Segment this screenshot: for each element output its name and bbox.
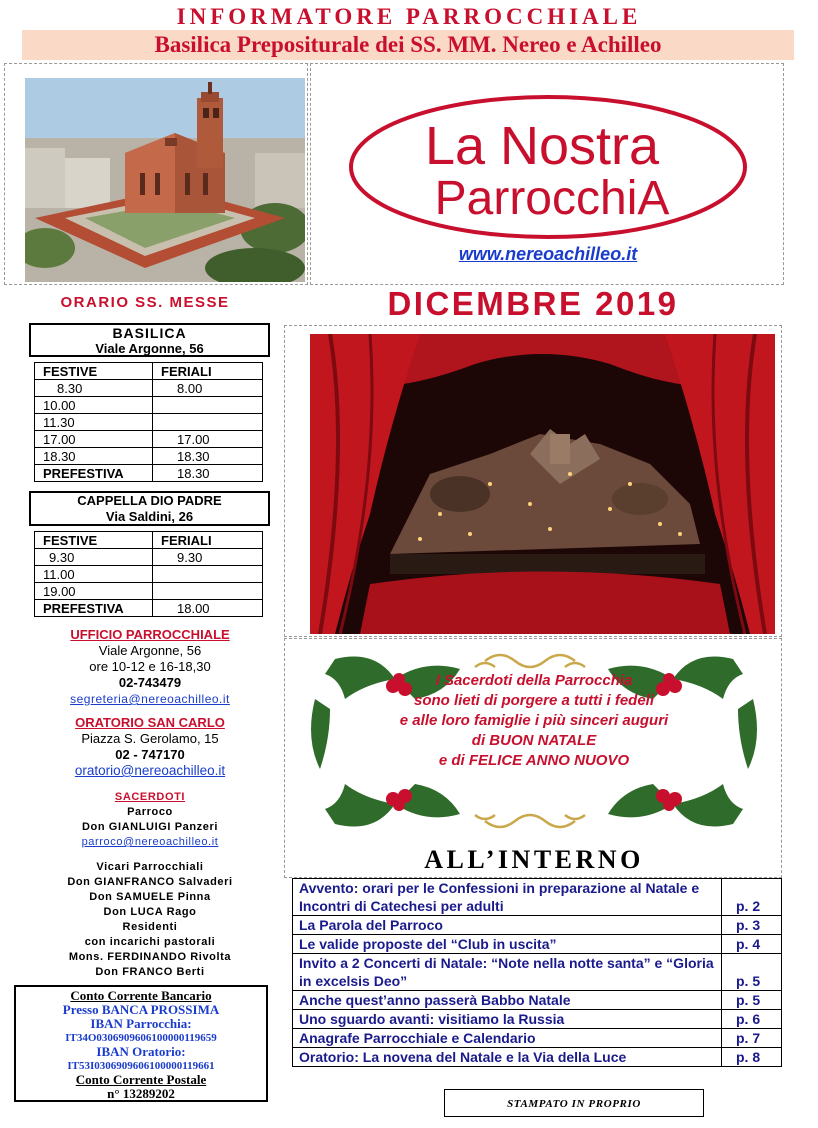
greeting-line: sono lieti di porgere a tutti i fedeli — [413, 692, 655, 709]
bank-name: Presso BANCA PROSSIMA — [62, 1002, 220, 1017]
priests-title: SACERDOTI — [114, 791, 186, 803]
vicario-name: Don GIANFRANCO Salvaderi — [67, 876, 233, 888]
parish-logo — [347, 92, 749, 242]
iban-parrocchia: IT34O0306909606100000119659 — [65, 1032, 217, 1044]
toc-page: p. 2 — [722, 879, 782, 916]
table-row[interactable] — [293, 935, 782, 954]
table-row[interactable] — [293, 916, 782, 935]
basilica-mass-table — [34, 362, 263, 482]
oratorio-phone: 02 - 747170 — [115, 747, 185, 762]
table-cell: 19.00 — [35, 583, 153, 600]
residente-name: Mons. FERDINANDO Rivolta — [68, 951, 232, 963]
church-photo-frame — [4, 63, 308, 285]
church-photo — [25, 78, 305, 282]
cappella-box — [29, 491, 270, 526]
col-festive: FESTIVE — [35, 532, 153, 549]
cappella-address: Via Saldini, 26 — [105, 509, 194, 524]
parroco-label: Parroco — [127, 806, 173, 818]
basilica-subtitle: Basilica Prepositurale dei SS. MM. Nereo e Achilleo — [22, 30, 794, 60]
toc-page: p. 6 — [722, 1010, 782, 1029]
christmas-greeting — [285, 671, 783, 771]
table-row[interactable] — [293, 1048, 782, 1067]
postale-label: Conto Corrente Postale — [75, 1072, 207, 1087]
col-festive: FESTIVE — [35, 363, 153, 380]
residenti-label: Residenti — [122, 921, 178, 933]
oratorio-title: ORATORIO SAN CARLO — [75, 715, 225, 730]
table-cell: 11.00 — [35, 566, 153, 583]
toc-item: Uno sguardo avanti: visitiamo la Russia — [293, 1010, 722, 1029]
table-cell — [153, 414, 263, 431]
contents-title: ALL’INTERNO — [424, 845, 644, 874]
oratorio-address: Piazza S. Gerolamo, 15 — [81, 731, 219, 746]
printed-in-house-stamp: STAMPATO IN PROPRIO — [444, 1089, 704, 1117]
bank-account-box — [14, 985, 268, 1102]
toc-page: p. 3 — [722, 916, 782, 935]
table-cell: 9.30 — [153, 549, 263, 566]
bank-title: Conto Corrente Bancario — [70, 988, 212, 1003]
vicario-name: Don SAMUELE Pinna — [89, 891, 211, 903]
table-cell: 8.00 — [153, 380, 263, 397]
logo-line1: La Nostra — [424, 116, 660, 176]
table-row[interactable] — [293, 991, 782, 1010]
prefestiva-label: PREFESTIVA — [35, 465, 153, 482]
residente-name: Don FRANCO Berti — [95, 966, 205, 978]
toc-page: p. 7 — [722, 1029, 782, 1048]
mass-schedule-title: ORARIO SS. MESSE — [60, 294, 230, 311]
table-cell: 18.30 — [153, 448, 263, 465]
toc-item: Anagrafe Parrocchiale e Calendario — [293, 1029, 722, 1048]
table-row[interactable] — [293, 1029, 782, 1048]
table-row[interactable] — [293, 1010, 782, 1029]
toc-page: p. 8 — [722, 1048, 782, 1067]
logo-line2: ParrocchiA — [434, 172, 670, 225]
parroco-name: Don GIANLUIGI Panzeri — [81, 821, 219, 833]
oratorio-block — [18, 715, 282, 779]
table-cell — [153, 583, 263, 600]
vicario-name: Don LUCA Rago — [103, 906, 197, 918]
table-cell — [153, 566, 263, 583]
table-row[interactable] — [293, 954, 782, 991]
toc-item: Avvento: orari per le Confessioni in preparazione al Natale e Incontri di Catechesi per adulti — [293, 879, 722, 916]
cappella-name: CAPPELLA DIO PADRE — [77, 493, 222, 508]
parish-office-phone: 02-743479 — [118, 675, 182, 690]
toc-page: p. 5 — [722, 991, 782, 1010]
parish-office-email[interactable]: segreteria@nereoachilleo.it — [70, 692, 230, 706]
nativity-photo-frame — [284, 325, 782, 637]
iban-oratorio: IT53I0306909606100000119661 — [67, 1060, 215, 1072]
table-cell: 9.30 — [35, 549, 153, 566]
nativity-photo — [310, 334, 775, 634]
website-link[interactable]: www.nereoachilleo.it — [458, 244, 638, 264]
greeting-line: e alle loro famiglie i più sinceri auguri — [399, 712, 669, 729]
parroco-email[interactable]: parroco@nereoachilleo.it — [81, 836, 219, 848]
parish-logo-frame — [310, 63, 784, 285]
toc-item: La Parola del Parroco — [293, 916, 722, 935]
table-cell — [153, 397, 263, 414]
basilica-address: Viale Argonne, 56 — [95, 341, 204, 356]
iban-parrocchia-label: IBAN Parrocchia: — [90, 1016, 192, 1031]
table-row[interactable] — [293, 879, 782, 916]
toc-page: p. 5 — [722, 954, 782, 991]
table-cell: 10.00 — [35, 397, 153, 414]
prefestiva-time: 18.30 — [153, 465, 263, 482]
table-cell: 18.30 — [35, 448, 153, 465]
postale-number: n° 13289202 — [107, 1086, 175, 1101]
col-feriali: FERIALI — [153, 532, 263, 549]
christmas-greeting-frame — [284, 638, 782, 878]
col-feriali: FERIALI — [153, 363, 263, 380]
prefestiva-time: 18.00 — [153, 600, 263, 617]
contents-table — [292, 878, 782, 1067]
toc-item: Anche quest’anno passerà Babbo Natale — [293, 991, 722, 1010]
table-cell: 8.30 — [35, 380, 153, 397]
toc-item: Invito a 2 Concerti di Natale: “Note nella notte santa” e “Gloria in excelsis Deo” — [293, 954, 722, 991]
table-cell: 11.30 — [35, 414, 153, 431]
vicari-label: Vicari Parrocchiali — [96, 861, 204, 873]
issue-month: DICEMBRE 2019 — [387, 285, 679, 322]
priests-block — [18, 790, 282, 980]
parish-office-block — [18, 627, 282, 707]
table-cell: 17.00 — [153, 431, 263, 448]
iban-oratorio-label: IBAN Oratorio: — [96, 1044, 186, 1059]
parish-office-title: UFFICIO PARROCCHIALE — [70, 627, 230, 642]
oratorio-email[interactable]: oratorio@nereoachilleo.it — [74, 763, 226, 778]
greeting-line: e di FELICE ANNO NUOVO — [438, 752, 630, 769]
greeting-line: di BUON NATALE — [471, 732, 597, 749]
greeting-line: I Sacerdoti della Parrocchia — [435, 672, 633, 689]
parish-office-address: Viale Argonne, 56 — [98, 643, 202, 658]
cappella-mass-table — [34, 531, 263, 617]
newsletter-title: INFORMATORE PARROCCHIALE — [176, 4, 642, 29]
toc-item: Oratorio: La novena del Natale e la Via della Luce — [293, 1048, 722, 1067]
table-cell: 17.00 — [35, 431, 153, 448]
basilica-name: BASILICA — [112, 325, 187, 341]
toc-page: p. 4 — [722, 935, 782, 954]
toc-item: Le valide proposte del “Club in uscita” — [293, 935, 722, 954]
basilica-box — [29, 323, 270, 357]
parish-office-hours: ore 10-12 e 16-18,30 — [89, 659, 211, 674]
residenti-sub: con incarichi pastorali — [84, 936, 216, 948]
prefestiva-label: PREFESTIVA — [35, 600, 153, 617]
